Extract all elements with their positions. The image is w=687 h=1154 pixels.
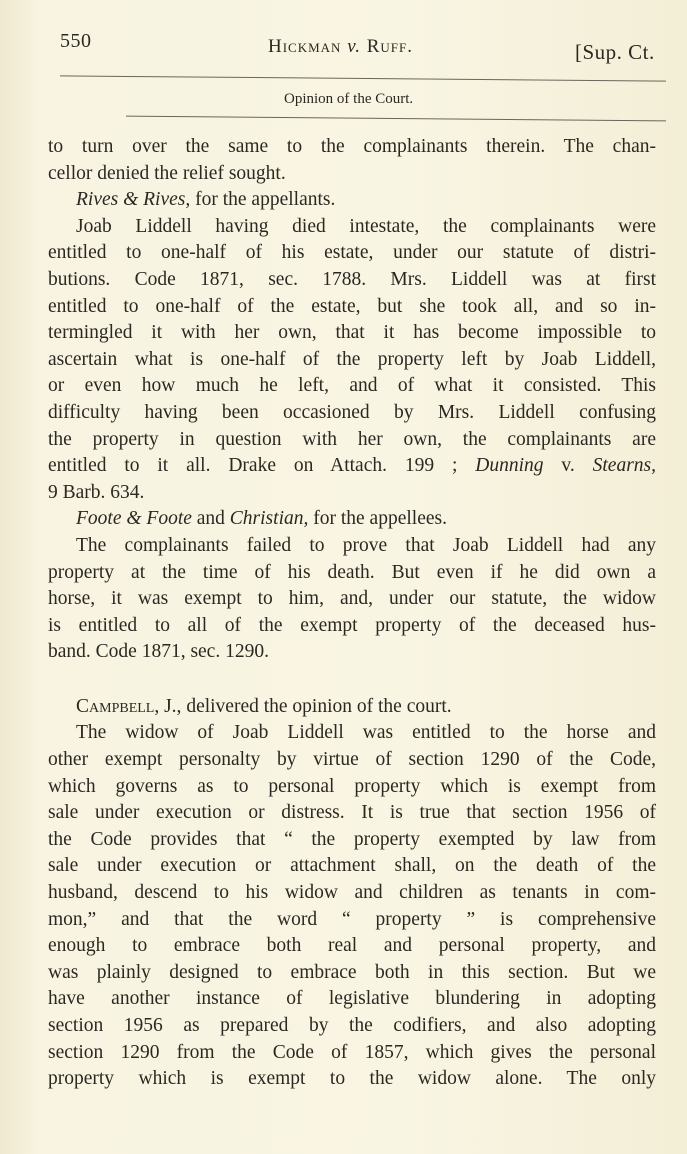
text-line: is entitled to all of the exempt property of the deceased hus- [48, 614, 656, 636]
text-line: section 1290 from the Code of 1857, which gives the personal [48, 1041, 656, 1063]
citation-line: entitled to it all. Drake on Attach. 199 ; Dunning v. Stearns, [48, 455, 657, 477]
counsel-name: Rives & Rives, [76, 189, 191, 211]
opinion-intro: Campbell, J., delivered the opinion of the court. [76, 695, 452, 717]
text-line: section 1956 as prepared by the codifiers, and also adopting [48, 1015, 656, 1036]
running-header [0, 28, 687, 68]
text-line: was plainly designed to embrace both in this section. But we [48, 961, 656, 983]
text-line: or even how much he left, and of what it consisted. This [48, 375, 656, 397]
text-line: horse, it was exempt to him, and, under our statute, the widow [48, 588, 656, 610]
text-line: which governs as to personal property which is exempt from [48, 775, 656, 797]
case-name: Stearns, [592, 455, 657, 477]
text-line: property which is exempt to the widow alone. The only [48, 1068, 656, 1090]
text-line: to turn over the same to the complainants therein. The chan- [48, 136, 656, 157]
court-label: [Sup. Ct. [575, 40, 655, 64]
text-line: band. Code 1871, sec. 1290. [48, 641, 269, 663]
text-line: husband, descend to his widow and children as tenants in com- [48, 882, 656, 904]
text-line: The complainants failed to prove that Joab Liddell had any [76, 534, 656, 556]
text-line: entitled to one-half of his estate, under our statute of distri- [48, 242, 656, 264]
versus: v. [347, 36, 361, 57]
appellees-counsel: Foote & Foote and Christian, for the appellees. [76, 508, 447, 530]
text-line: difficulty having been occasioned by Mrs. Liddell confusing [48, 401, 656, 423]
paragraph-gap [48, 666, 656, 694]
text-line: property at the time of his death. But even if he did own a [48, 561, 656, 583]
page-number: 550 [60, 30, 92, 52]
text-line: have another instance of legislative blundering in adopting [48, 988, 656, 1010]
text-line: other exempt personalty by virtue of section 1290 of the Code, [48, 749, 656, 771]
text-line: butions. Code 1871, sec. 1788. Mrs. Liddell was at first [48, 268, 656, 290]
text-line: Joab Liddell having died intestate, the complainants were [76, 215, 656, 237]
text-line: The widow of Joab Liddell was entitled to the horse and [76, 722, 656, 744]
text-line: cellor denied the relief sought. [48, 162, 286, 184]
section-rule [126, 116, 666, 122]
case-name: Dunning [475, 455, 544, 477]
text-line: sale under execution or attachment shall, on the death of the [48, 855, 656, 877]
text-line: ascertain what is one-half of the property left by Joab Liddell, [48, 348, 656, 370]
counsel-name: Foote & Foote [76, 508, 192, 530]
judge-name: Campbell, J., [76, 695, 182, 717]
text-line: termingled it with her own, that it has become impossible to [48, 322, 656, 344]
appellants-counsel: Rives & Rives, for the appellants. [76, 189, 336, 211]
text-line: sale under execution or distress. It is true that section 1956 of [48, 802, 656, 824]
counsel-name: Christian, [229, 508, 309, 530]
header-rule [60, 75, 666, 81]
text-line: entitled to one-half of the estate, but she took all, and so in- [48, 295, 656, 317]
case-title [268, 36, 413, 58]
section-label: Opinion of the Court. [284, 91, 414, 107]
party-2: Ruff. [366, 36, 414, 57]
text-line: 9 Barb. 634. [48, 481, 145, 503]
text-line: the property in question with her own, the complainants are [48, 428, 656, 450]
text-line: the Code provides that “ the property exempted by law from [48, 828, 656, 850]
body-text [48, 134, 656, 1093]
party-1: Hickman [268, 36, 342, 57]
text-line: mon,” and that the word “ property ” is comprehensive [48, 908, 656, 930]
text-line: enough to embrace both real and personal property, and [48, 935, 656, 957]
